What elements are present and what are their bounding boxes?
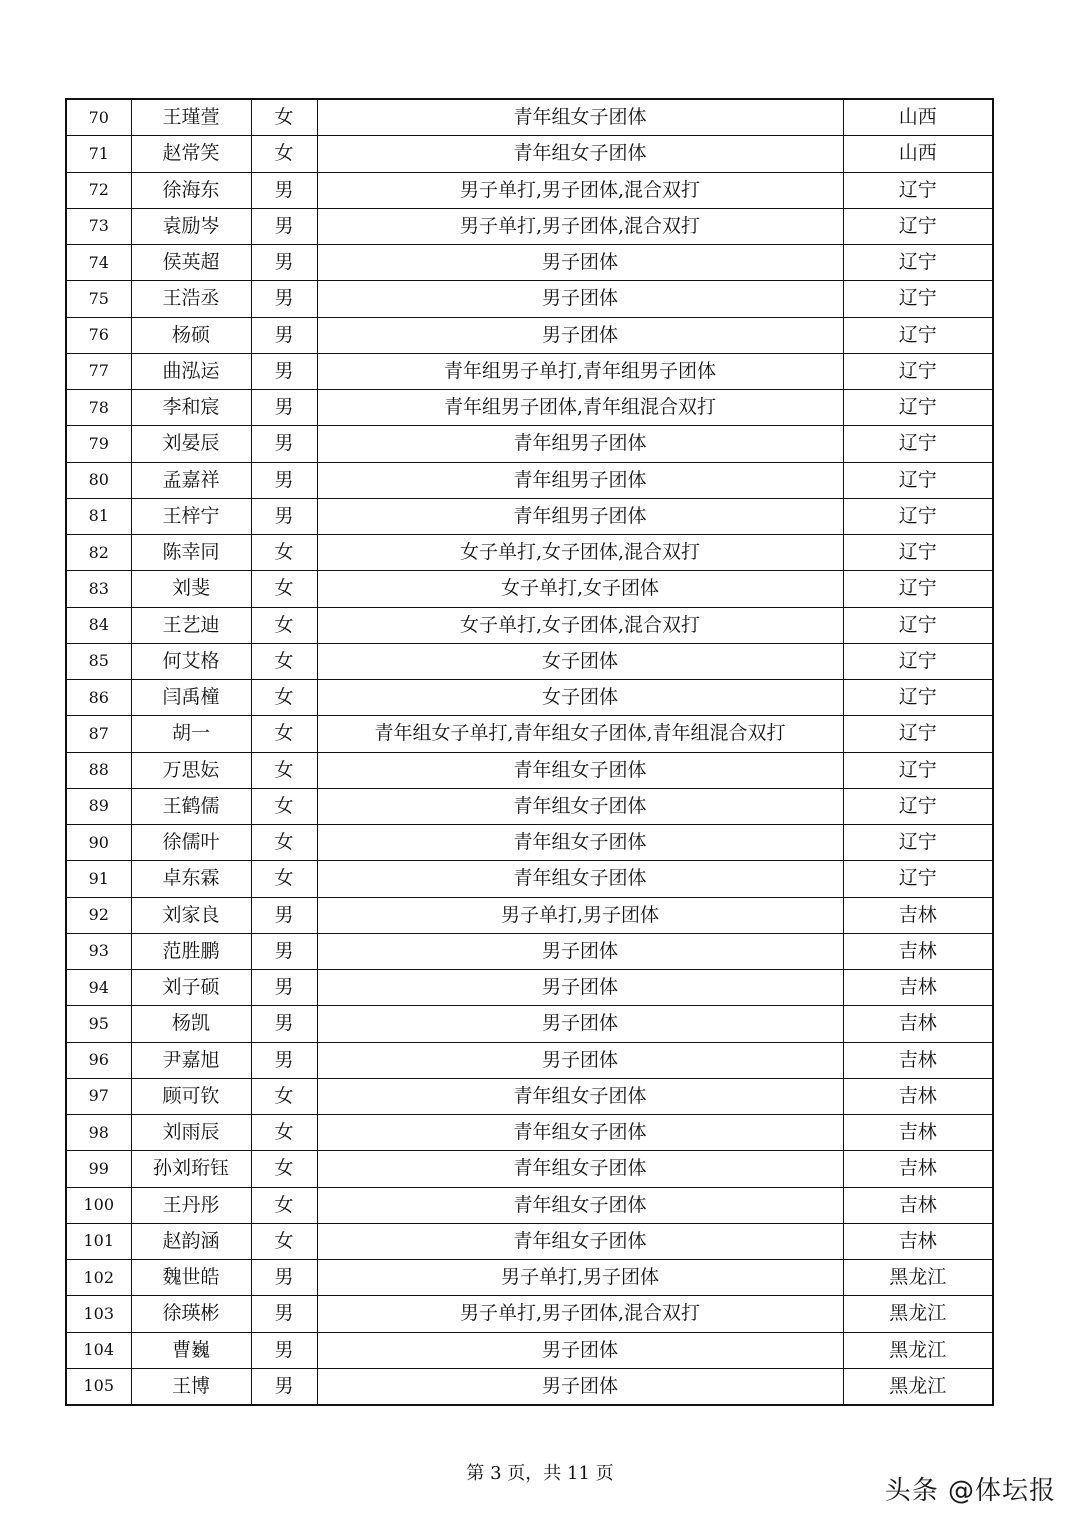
- athlete-events: 男子团体: [317, 245, 843, 281]
- athlete-gender: 女: [251, 643, 317, 679]
- athlete-province: 吉林: [843, 1042, 993, 1078]
- athlete-events: 青年组女子团体: [317, 861, 843, 897]
- athlete-gender: 女: [251, 99, 317, 136]
- table-row: [66, 788, 993, 824]
- athlete-province: 吉林: [843, 1187, 993, 1223]
- table-row: [66, 99, 993, 136]
- athlete-province: 辽宁: [843, 825, 993, 861]
- athlete-name: 王浩丞: [131, 281, 251, 317]
- row-number: 72: [66, 172, 131, 208]
- athlete-province: 吉林: [843, 1151, 993, 1187]
- athlete-province: 辽宁: [843, 680, 993, 716]
- table-row: [66, 462, 993, 498]
- athlete-gender: 男: [251, 1006, 317, 1042]
- athlete-gender: 女: [251, 752, 317, 788]
- row-number: 96: [66, 1042, 131, 1078]
- row-number: 102: [66, 1260, 131, 1296]
- athlete-gender: 女: [251, 1115, 317, 1151]
- athlete-gender: 男: [251, 245, 317, 281]
- athlete-name: 胡一: [131, 716, 251, 752]
- athlete-events: 青年组女子团体: [317, 825, 843, 861]
- athlete-name: 杨硕: [131, 317, 251, 353]
- row-number: 83: [66, 571, 131, 607]
- row-number: 95: [66, 1006, 131, 1042]
- athlete-province: 山西: [843, 136, 993, 172]
- athlete-events: 男子团体: [317, 1042, 843, 1078]
- athlete-name: 范胜鹏: [131, 933, 251, 969]
- table-row: [66, 1260, 993, 1296]
- athlete-province: 辽宁: [843, 462, 993, 498]
- athlete-gender: 女: [251, 607, 317, 643]
- table-row: [66, 172, 993, 208]
- athlete-province: 辽宁: [843, 426, 993, 462]
- athlete-events: 青年组女子团体: [317, 1151, 843, 1187]
- table-row: [66, 643, 993, 679]
- row-number: 78: [66, 390, 131, 426]
- athlete-province: 辽宁: [843, 390, 993, 426]
- athlete-name: 曲泓运: [131, 353, 251, 389]
- athlete-gender: 女: [251, 136, 317, 172]
- athlete-name: 李和宸: [131, 390, 251, 426]
- athlete-name: 王博: [131, 1368, 251, 1405]
- row-number: 101: [66, 1223, 131, 1259]
- athlete-events: 男子团体: [317, 1332, 843, 1368]
- athlete-events: 男子团体: [317, 970, 843, 1006]
- athlete-events: 青年组女子团体: [317, 136, 843, 172]
- table-row: [66, 1078, 993, 1114]
- row-number: 85: [66, 643, 131, 679]
- row-number: 81: [66, 498, 131, 534]
- athlete-name: 刘子硕: [131, 970, 251, 1006]
- athlete-events: 女子单打,女子团体,混合双打: [317, 535, 843, 571]
- athlete-gender: 男: [251, 970, 317, 1006]
- athlete-name: 刘家良: [131, 897, 251, 933]
- table-row: [66, 897, 993, 933]
- athlete-name: 曹巍: [131, 1332, 251, 1368]
- table-row: [66, 1151, 993, 1187]
- athlete-name: 卓东霖: [131, 861, 251, 897]
- table-row: [66, 716, 993, 752]
- page-footer: 第 3 页，共 11 页: [466, 1463, 614, 1484]
- table-row: [66, 1332, 993, 1368]
- table-row: [66, 1296, 993, 1332]
- table-row: [66, 353, 993, 389]
- athlete-events: 男子团体: [317, 1368, 843, 1405]
- athlete-name: 刘雨辰: [131, 1115, 251, 1151]
- athlete-name: 王丹彤: [131, 1187, 251, 1223]
- table-row: [66, 1223, 993, 1259]
- athlete-province: 辽宁: [843, 861, 993, 897]
- athlete-name: 闫禹橦: [131, 680, 251, 716]
- athlete-gender: 男: [251, 1042, 317, 1078]
- row-number: 76: [66, 317, 131, 353]
- athlete-events: 男子单打,男子团体,混合双打: [317, 208, 843, 244]
- athlete-gender: 女: [251, 1151, 317, 1187]
- row-number: 80: [66, 462, 131, 498]
- row-number: 70: [66, 99, 131, 136]
- athlete-name: 何艾格: [131, 643, 251, 679]
- athlete-events: 青年组女子团体: [317, 788, 843, 824]
- row-number: 99: [66, 1151, 131, 1187]
- athlete-name: 侯英超: [131, 245, 251, 281]
- athlete-gender: 男: [251, 426, 317, 462]
- athlete-province: 黑龙江: [843, 1332, 993, 1368]
- row-number: 73: [66, 208, 131, 244]
- row-number: 98: [66, 1115, 131, 1151]
- athlete-name: 陈幸同: [131, 535, 251, 571]
- row-number: 86: [66, 680, 131, 716]
- table-row: [66, 1115, 993, 1151]
- athlete-events: 男子单打,男子团体,混合双打: [317, 172, 843, 208]
- row-number: 75: [66, 281, 131, 317]
- athlete-events: 青年组女子团体: [317, 99, 843, 136]
- row-number: 71: [66, 136, 131, 172]
- row-number: 74: [66, 245, 131, 281]
- athlete-events: 青年组女子团体: [317, 1223, 843, 1259]
- row-number: 92: [66, 897, 131, 933]
- watermark: 头条 @体坛报: [884, 1476, 1056, 1506]
- row-number: 94: [66, 970, 131, 1006]
- table-row: [66, 426, 993, 462]
- athlete-events: 青年组女子团体: [317, 1115, 843, 1151]
- row-number: 77: [66, 353, 131, 389]
- athlete-events: 男子团体: [317, 1006, 843, 1042]
- athlete-province: 吉林: [843, 1115, 993, 1151]
- athlete-events: 男子团体: [317, 317, 843, 353]
- row-number: 89: [66, 788, 131, 824]
- athlete-gender: 女: [251, 571, 317, 607]
- table-row: [66, 535, 993, 571]
- athlete-gender: 男: [251, 172, 317, 208]
- athlete-events: 青年组男子团体: [317, 426, 843, 462]
- row-number: 87: [66, 716, 131, 752]
- athlete-province: 吉林: [843, 897, 993, 933]
- athlete-events: 女子单打,女子团体,混合双打: [317, 607, 843, 643]
- table-row: [66, 498, 993, 534]
- athlete-name: 顾可钦: [131, 1078, 251, 1114]
- athlete-name: 王瑾萱: [131, 99, 251, 136]
- athlete-name: 孙刘珩钰: [131, 1151, 251, 1187]
- athlete-gender: 女: [251, 1223, 317, 1259]
- athlete-province: 山西: [843, 99, 993, 136]
- table-row: [66, 1368, 993, 1405]
- athlete-province: 黑龙江: [843, 1296, 993, 1332]
- athlete-name: 魏世皓: [131, 1260, 251, 1296]
- athlete-name: 王鹤儒: [131, 788, 251, 824]
- athlete-gender: 女: [251, 680, 317, 716]
- row-number: 88: [66, 752, 131, 788]
- table-row: [66, 1006, 993, 1042]
- athlete-province: 辽宁: [843, 643, 993, 679]
- athlete-name: 徐儒叶: [131, 825, 251, 861]
- athlete-events: 青年组女子单打,青年组女子团体,青年组混合双打: [317, 716, 843, 752]
- athlete-province: 辽宁: [843, 281, 993, 317]
- table-row: [66, 281, 993, 317]
- table-row: [66, 208, 993, 244]
- athlete-events: 女子团体: [317, 643, 843, 679]
- athlete-province: 辽宁: [843, 245, 993, 281]
- athlete-name: 王艺迪: [131, 607, 251, 643]
- athlete-name: 万思妘: [131, 752, 251, 788]
- row-number: 82: [66, 535, 131, 571]
- athlete-province: 黑龙江: [843, 1368, 993, 1405]
- athlete-events: 男子单打,男子团体,混合双打: [317, 1296, 843, 1332]
- athlete-gender: 女: [251, 1078, 317, 1114]
- athlete-province: 吉林: [843, 970, 993, 1006]
- athlete-gender: 男: [251, 353, 317, 389]
- athlete-province: 辽宁: [843, 788, 993, 824]
- row-number: 79: [66, 426, 131, 462]
- table-row: [66, 136, 993, 172]
- athlete-gender: 女: [251, 825, 317, 861]
- athlete-events: 青年组女子团体: [317, 752, 843, 788]
- row-number: 84: [66, 607, 131, 643]
- athlete-gender: 男: [251, 281, 317, 317]
- row-number: 104: [66, 1332, 131, 1368]
- table-row: [66, 752, 993, 788]
- athlete-gender: 女: [251, 788, 317, 824]
- athlete-province: 辽宁: [843, 498, 993, 534]
- athlete-province: 辽宁: [843, 752, 993, 788]
- athlete-events: 青年组男子单打,青年组男子团体: [317, 353, 843, 389]
- athlete-gender: 男: [251, 933, 317, 969]
- athlete-province: 辽宁: [843, 607, 993, 643]
- athlete-gender: 男: [251, 208, 317, 244]
- athlete-name: 孟嘉祥: [131, 462, 251, 498]
- athlete-province: 辽宁: [843, 353, 993, 389]
- athlete-events: 女子团体: [317, 680, 843, 716]
- athlete-events: 男子团体: [317, 281, 843, 317]
- athlete-name: 刘斐: [131, 571, 251, 607]
- athlete-province: 吉林: [843, 1223, 993, 1259]
- row-number: 90: [66, 825, 131, 861]
- athlete-province: 辽宁: [843, 716, 993, 752]
- table-row: [66, 970, 993, 1006]
- table-row: [66, 1187, 993, 1223]
- athlete-events: 青年组男子团体,青年组混合双打: [317, 390, 843, 426]
- athlete-gender: 男: [251, 1332, 317, 1368]
- athlete-gender: 男: [251, 462, 317, 498]
- athlete-province: 吉林: [843, 933, 993, 969]
- athlete-gender: 男: [251, 1368, 317, 1405]
- table-row: [66, 933, 993, 969]
- athlete-province: 辽宁: [843, 571, 993, 607]
- athlete-gender: 男: [251, 1260, 317, 1296]
- table-row: [66, 390, 993, 426]
- table-row: [66, 317, 993, 353]
- athlete-events: 青年组女子团体: [317, 1187, 843, 1223]
- athlete-name: 赵韵涵: [131, 1223, 251, 1259]
- athlete-gender: 男: [251, 390, 317, 426]
- table-row: [66, 1042, 993, 1078]
- table-row: [66, 825, 993, 861]
- athlete-name: 袁励岑: [131, 208, 251, 244]
- athlete-gender: 男: [251, 1296, 317, 1332]
- athlete-events: 青年组男子团体: [317, 462, 843, 498]
- athlete-events: 青年组男子团体: [317, 498, 843, 534]
- roster-table: [65, 98, 994, 1406]
- athlete-gender: 女: [251, 716, 317, 752]
- row-number: 91: [66, 861, 131, 897]
- table-row: [66, 680, 993, 716]
- athlete-province: 吉林: [843, 1078, 993, 1114]
- athlete-name: 尹嘉旭: [131, 1042, 251, 1078]
- athlete-gender: 男: [251, 897, 317, 933]
- row-number: 93: [66, 933, 131, 969]
- athlete-name: 杨凯: [131, 1006, 251, 1042]
- athlete-province: 辽宁: [843, 535, 993, 571]
- row-number: 97: [66, 1078, 131, 1114]
- athlete-events: 女子单打,女子团体: [317, 571, 843, 607]
- athlete-gender: 女: [251, 535, 317, 571]
- athlete-name: 赵常笑: [131, 136, 251, 172]
- athlete-events: 男子团体: [317, 933, 843, 969]
- athlete-province: 辽宁: [843, 317, 993, 353]
- athlete-province: 吉林: [843, 1006, 993, 1042]
- athlete-name: 刘晏辰: [131, 426, 251, 462]
- athlete-name: 徐瑛彬: [131, 1296, 251, 1332]
- row-number: 105: [66, 1368, 131, 1405]
- athlete-name: 徐海东: [131, 172, 251, 208]
- athlete-events: 男子单打,男子团体: [317, 897, 843, 933]
- row-number: 103: [66, 1296, 131, 1332]
- athlete-events: 青年组女子团体: [317, 1078, 843, 1114]
- athlete-province: 辽宁: [843, 172, 993, 208]
- athlete-name: 王梓宁: [131, 498, 251, 534]
- athlete-gender: 女: [251, 861, 317, 897]
- table-row: [66, 245, 993, 281]
- athlete-gender: 男: [251, 317, 317, 353]
- table-row: [66, 571, 993, 607]
- athlete-events: 男子单打,男子团体: [317, 1260, 843, 1296]
- athlete-gender: 女: [251, 1187, 317, 1223]
- roster-body: [66, 99, 993, 1405]
- row-number: 100: [66, 1187, 131, 1223]
- athlete-province: 黑龙江: [843, 1260, 993, 1296]
- table-row: [66, 607, 993, 643]
- athlete-province: 辽宁: [843, 208, 993, 244]
- athlete-gender: 男: [251, 498, 317, 534]
- table-row: [66, 861, 993, 897]
